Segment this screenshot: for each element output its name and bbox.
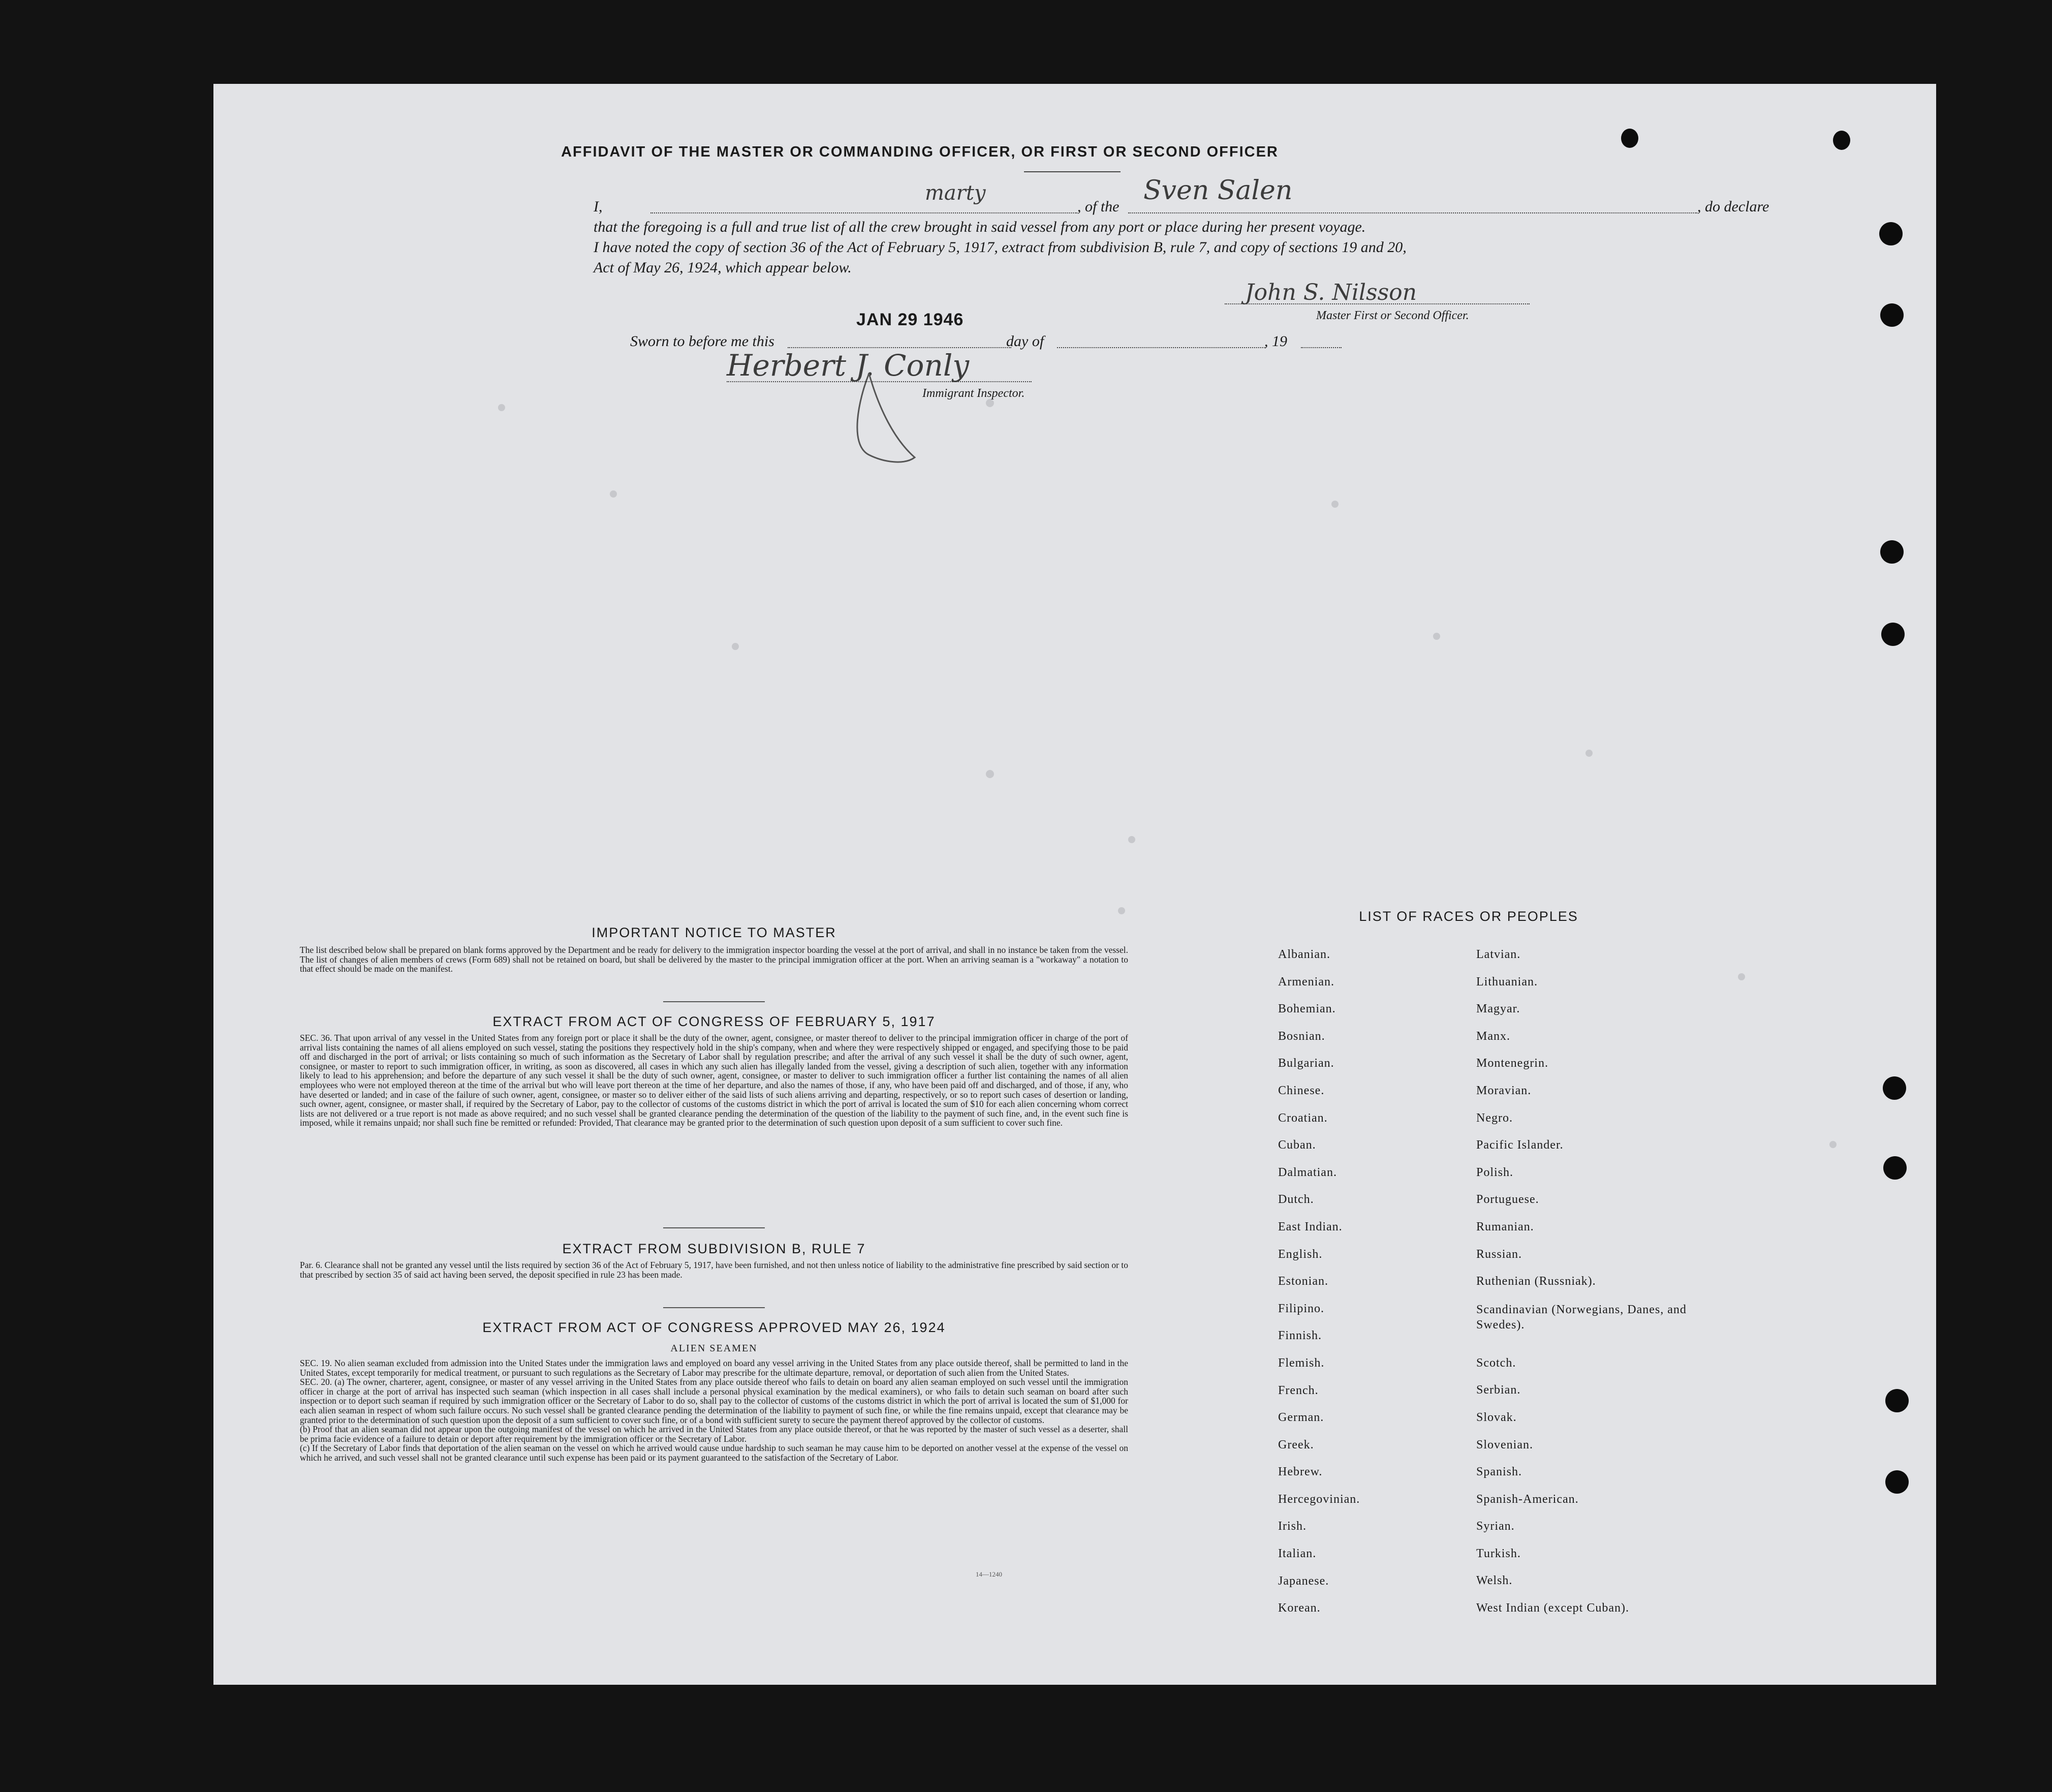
race-item: Irish. xyxy=(1278,1520,1307,1533)
race-item: French. xyxy=(1278,1383,1319,1397)
notice-title: IMPORTANT NOTICE TO MASTER xyxy=(592,925,836,940)
date-stamp: JAN 29 1946 xyxy=(856,310,964,329)
punch-hole xyxy=(1880,540,1904,564)
inspector-signature-line xyxy=(727,381,1032,382)
race-item: Scotch. xyxy=(1476,1356,1516,1370)
act-1917-text: SEC. 36. That upon arrival of any vessel in the United States from any foreign port or place it shall be the duty of the owner, agent, consignee, or master thereof to deliver to the principal immigration officer in charge of the port of arrival lists containing the names of all aliens employed on such vessel, stating the positions they respectively hold in the ship's company, when and where they were respectively shipped or engaged, and specifying those to be paid off and discharged in the port of arrival; or lists containing so much of such information as the Secretary of Labor shall by regulation prescribe; and after the arrival of any such vessel it shall be the duty of such owner, agent, consignee, or master to report to such immigration officer, in writing, as soon as discovered, all cases in which any such alien has illegally landed from the vessel, giving a description of such alien, together with any information likely to lead to his apprehension; and before the departure of any such vessel it shall be the duty of such owner, agent, consignee, or master to deliver to such immigration officer a further list containing the names of all alien employees who were not employed thereon at the time of the arrival but who will leave port thereon at the time of her departure, and also the names of those, if any, who have been paid off and discharged, and of those, if any, who have deserted or landed; and in case of the failure of such owner, agent, consignee, or master so to deliver either of the said lists of such aliens arriving and departing, respectively, or so to report such cases of desertion or landing, such owner, agent, consignee, or master shall, if required by the Secretary of Labor, pay to the collector of customs of the customs district in which the port of arrival is located the sum of $10 for each alien concerning whom correct lists are not delivered or a true report is not made as above required; and no such vessel shall be granted clearance pending the determination of the question of the liability to the payment of such fine, and, in the event such fine is imposed, while it remains unpaid; nor shall such fine be remitted or refunded: Provided, That clearance may be granted prior to the determination of such question upon deposit of a sum sufficient to cover such fine. xyxy=(300,1033,1128,1128)
race-item: Spanish. xyxy=(1476,1465,1522,1479)
race-item: Latvian. xyxy=(1476,948,1521,961)
race-item: Chinese. xyxy=(1278,1084,1325,1097)
race-item: Albanian. xyxy=(1278,948,1330,961)
bleed-mark xyxy=(498,404,505,411)
document-page xyxy=(213,84,1936,1685)
race-item: Russian. xyxy=(1476,1247,1522,1261)
act-1917-title: EXTRACT FROM ACT OF CONGRESS OF FEBRUARY 5, 1917 xyxy=(492,1014,936,1029)
name-blank xyxy=(650,197,1077,213)
punch-hole xyxy=(1885,1470,1909,1494)
race-item: Armenian. xyxy=(1278,975,1334,988)
rule-7-text: Par. 6. Clearance shall not be granted any vessel until the lists required by section 36 of the Act of February 5, 1917, have been furnished, and not then unless notice of liability to the administrative fine prescribed by said section or to that prescribed by section 35 of said act having been served, the deposit specified in rule 23 has been made. xyxy=(300,1260,1128,1280)
race-item: Lithuanian. xyxy=(1476,975,1538,988)
race-item: Finnish. xyxy=(1278,1329,1322,1343)
title-rule xyxy=(1024,171,1121,172)
bleed-mark xyxy=(1331,501,1339,508)
officer-signature: John S. Nilsson xyxy=(1245,280,1417,305)
affidavit-line-4: Act of May 26, 1924, which appear below. xyxy=(594,259,852,276)
month-blank xyxy=(1057,332,1265,348)
day-of-label: day of xyxy=(1006,333,1044,350)
act-1924-title: EXTRACT FROM ACT OF CONGRESS APPROVED MAY 26, 1924 xyxy=(482,1320,946,1335)
race-item: Croatian. xyxy=(1278,1111,1328,1125)
inspector-signature: Herbert J. Conly xyxy=(727,348,970,383)
races-right-column xyxy=(1476,948,1690,1629)
race-item: Scandinavian (Norwegians, Danes, and Swedes). xyxy=(1476,1303,1687,1332)
race-item: Ruthenian (Russniak). xyxy=(1476,1275,1596,1288)
race-item: Magyar. xyxy=(1476,1002,1520,1016)
race-item: Portuguese. xyxy=(1476,1193,1539,1207)
sec-19-text: SEC. 19. No alien seaman excluded from admission into the United States under the immigration laws and employed on board any vessel arriving in the United States from any place outside thereof, shall be permitted to land in the United States, except temporarily for medical treatment, or pursuant to such regulations as the Secretary of Labor may prescribe for the ultimate departure, removal, or deportation of such alien from the United States. xyxy=(300,1358,1128,1378)
sec-20b-text: (b) Proof that an alien seaman did not appear upon the outgoing manifest of the vessel on which he arrived in the United States from any place outside thereof, or that he was reported by the master of such vessel as a deserter, shall be prima facie evidence of a failure to detain or deport after requirement by the immigration officer or the Secretary of Labor. xyxy=(300,1424,1128,1444)
bleed-mark xyxy=(610,490,617,498)
race-item: Spanish-American. xyxy=(1476,1492,1579,1506)
race-item: Bohemian. xyxy=(1278,1002,1336,1016)
sec-20a-text: SEC. 20. (a) The owner, charterer, agent, consignee, or master of any vessel arriving in the United States from any place outside thereof who fails to detain on board any alien seaman employed on such vessel until the immigration officer in charge at the port of arrival has inspected such seaman (which inspection in all cases shall include a personal physical examination by the medical examiners), or who fails to detain such seaman on board after such inspection or to deport such seaman if required by such immigration officer or the Secretary of Labor to do so, shall pay to the collector of customs of the customs district in which the port of arrival is located the sum of $1,000 for each alien seaman in respect of whom such failure occurs. No such vessel shall be granted clearance pending the determination of the liability to payment of such fine, or while the fine remains unpaid, except that clearance may be granted prior to the determination of such question upon the deposit of a sum sufficient to cover such fine, or of a bond with sufficient surety to secure the payment thereof approved by the collector of customs. xyxy=(300,1377,1128,1425)
race-item: Rumanian. xyxy=(1476,1220,1534,1233)
race-item: Slovak. xyxy=(1476,1410,1517,1424)
race-item: German. xyxy=(1278,1411,1324,1425)
notice-text: The list described below shall be prepared on blank forms approved by the Department and be ready for delivery to the immigration inspector boarding the vessel at the port of arrival, and shall in no instance be taken from the vessel. The list of changes of alien members of crews (Form 689) shall not be retained on board, but shall be delivered by the master to the principal immigration officer at the port. When an arriving seaman is a "workaway" a notation to that effect should be made on the manifest. xyxy=(300,945,1128,974)
vessel-handwriting: Sven Salen xyxy=(1143,175,1293,206)
affidavit-line-3: I have noted the copy of section 36 of the Act of February 5, 1917, extract from subdivision B, rule 7, and copy of sections 19 and 20, xyxy=(594,239,1407,256)
race-item: Korean. xyxy=(1278,1601,1321,1615)
bleed-mark xyxy=(1829,1141,1837,1148)
signature-flourish xyxy=(849,368,930,470)
race-item: Estonian. xyxy=(1278,1275,1328,1288)
name-handwriting: marty xyxy=(925,181,986,205)
sec-20c-text: (c) If the Secretary of Labor finds that deportation of the alien seaman on the vessel on which he arrived would cause undue hardship to such seaman he may cause him to be deported on another vessel at the expense of the vessel on which he arrived, and such vessel shall not be granted clearance until such expense has been paid or its payment guaranteed to the satisfaction of the Secretary of Labor. xyxy=(300,1443,1128,1463)
race-item: Syrian. xyxy=(1476,1520,1515,1533)
race-item: Japanese. xyxy=(1278,1574,1329,1588)
bleed-mark xyxy=(1128,836,1135,843)
race-item: Flemish. xyxy=(1278,1356,1325,1370)
race-item: West Indian (except Cuban). xyxy=(1476,1601,1629,1615)
race-item: Slovenian. xyxy=(1476,1438,1533,1451)
races-left-column xyxy=(1278,948,1360,1629)
of-the-label: , of the xyxy=(1077,198,1120,215)
race-item: Filipino. xyxy=(1278,1302,1325,1315)
race-item: Dutch. xyxy=(1278,1193,1314,1207)
year-label: , 19 xyxy=(1264,333,1287,350)
bleed-mark xyxy=(1585,750,1593,757)
divider xyxy=(663,1001,765,1002)
race-item: Dalmatian. xyxy=(1278,1165,1337,1179)
race-item: Negro. xyxy=(1476,1111,1513,1125)
punch-hole xyxy=(1833,131,1850,150)
sworn-day-blank xyxy=(788,332,1011,348)
officer-caption: Master First or Second Officer. xyxy=(1316,309,1469,322)
divider xyxy=(663,1227,765,1228)
race-item: Bosnian. xyxy=(1278,1029,1325,1043)
race-item: Greek. xyxy=(1278,1438,1314,1451)
bleed-mark xyxy=(1118,907,1125,914)
affidavit-line-2: that the foregoing is a full and true list of all the crew brought in said vessel from any port or place during her present voyage. xyxy=(594,219,1366,235)
form-code: 14—1240 xyxy=(976,1570,1002,1578)
sworn-label: Sworn to before me this xyxy=(630,333,774,350)
punch-hole xyxy=(1883,1076,1906,1100)
race-item: Serbian. xyxy=(1476,1383,1521,1397)
punch-hole xyxy=(1885,1389,1909,1412)
punch-hole xyxy=(1881,623,1905,646)
race-item: Bulgarian. xyxy=(1278,1057,1334,1070)
bleed-mark xyxy=(1738,973,1745,980)
races-title: LIST OF RACES OR PEOPLES xyxy=(1359,909,1578,924)
race-item: Moravian. xyxy=(1476,1084,1532,1097)
race-item: Welsh. xyxy=(1476,1574,1513,1588)
punch-hole xyxy=(1879,222,1903,245)
affidavit-title: AFFIDAVIT OF THE MASTER OR COMMANDING OFFICER, OR FIRST OR SECOND OFFICER xyxy=(561,144,1279,160)
year-blank xyxy=(1301,332,1342,348)
do-declare-label: , do declare xyxy=(1697,198,1769,215)
race-item: Italian. xyxy=(1278,1547,1317,1561)
inspector-caption: Immigrant Inspector. xyxy=(922,387,1025,400)
act-1924-subtitle: ALIEN SEAMEN xyxy=(670,1343,758,1354)
i-label: I, xyxy=(594,198,603,215)
race-item: Hebrew. xyxy=(1278,1465,1323,1479)
divider xyxy=(663,1307,765,1308)
race-item: Pacific Islander. xyxy=(1476,1138,1564,1152)
race-item: Manx. xyxy=(1476,1029,1510,1043)
punch-hole xyxy=(1880,303,1904,327)
race-item: East Indian. xyxy=(1278,1220,1343,1233)
race-item: Hercegovinian. xyxy=(1278,1492,1360,1506)
bleed-mark xyxy=(986,770,994,778)
officer-signature-line xyxy=(1225,303,1530,304)
race-item: Montenegrin. xyxy=(1476,1057,1548,1070)
race-item: Polish. xyxy=(1476,1165,1514,1179)
race-item: Turkish. xyxy=(1476,1547,1521,1560)
bleed-mark xyxy=(732,643,739,650)
punch-hole xyxy=(1883,1156,1907,1180)
race-item: English. xyxy=(1278,1247,1323,1261)
bleed-mark xyxy=(1433,633,1440,640)
act-1924-text xyxy=(300,1358,1128,1463)
rule-7-title: EXTRACT FROM SUBDIVISION B, RULE 7 xyxy=(562,1241,866,1256)
race-item: Cuban. xyxy=(1278,1138,1316,1152)
